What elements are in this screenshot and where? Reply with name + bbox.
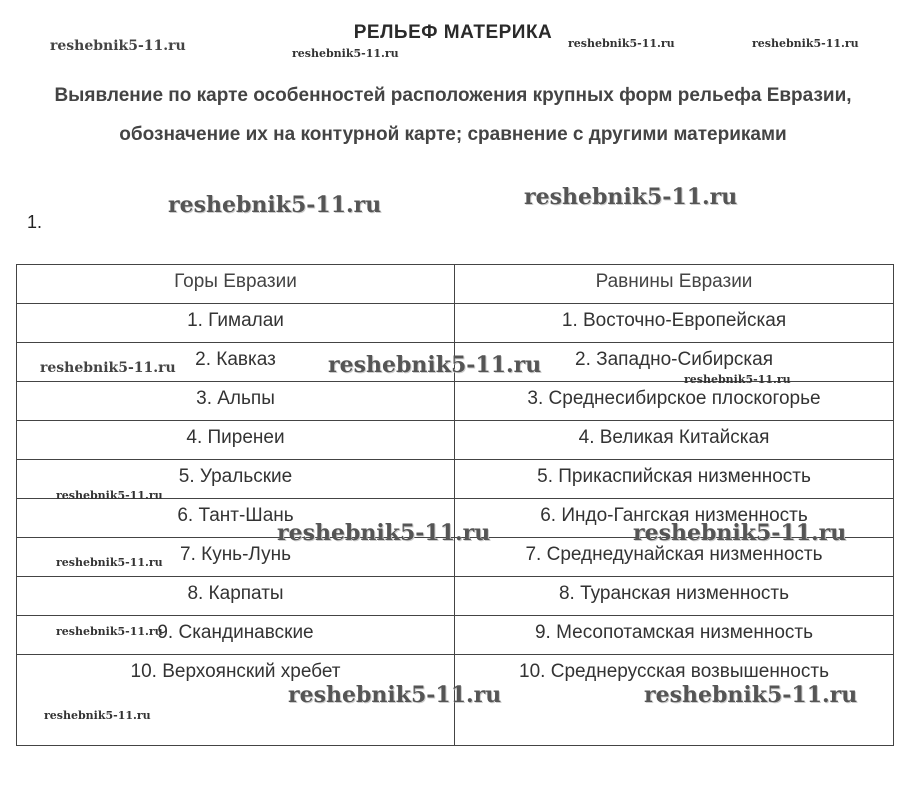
relief-table [16,264,894,746]
plain-cell: 9. Месопотамская низменность [455,616,894,655]
mountain-cell: 7. Кунь-Лунь [17,538,455,577]
task-number: 1. [27,212,43,232]
plain-cell: 1. Восточно-Европейская [455,304,894,343]
table-row [17,655,894,746]
mountain-cell: 9. Скандинавские [17,616,455,655]
mountain-cell: 4. Пиренеи [17,421,455,460]
plain-cell: 3. Среднесибирское плоскогорье [455,382,894,421]
table-row [17,616,894,655]
table-row [17,343,894,382]
mountain-cell: 6. Тант-Шань [17,499,455,538]
watermark: reshebnik5-11.ru [684,373,791,386]
column-header-plains: Равнины Евразии [455,265,894,304]
mountain-cell: 1. Гималаи [17,304,455,343]
mountain-cell: 8. Карпаты [17,577,455,616]
plain-cell: 10. Среднерусская возвышенность [455,655,894,746]
table-row [17,499,894,538]
watermark: reshebnik5-11.ru [644,682,858,708]
plain-cell: 8. Туранская низменность [455,577,894,616]
watermark: reshebnik5-11.ru [292,47,399,60]
mountain-cell: 2. Кавказ [17,343,455,382]
watermark: reshebnik5-11.ru [328,352,542,378]
watermark: reshebnik5-11.ru [288,682,502,708]
table-row [17,538,894,577]
plain-cell: 5. Прикаспийская низменность [455,460,894,499]
page-title: РЕЛЬЕФ МАТЕРИКА [353,22,553,43]
plain-cell: 4. Великая Китайская [455,421,894,460]
watermark: reshebnik5-11.ru [56,489,163,502]
table-row [17,421,894,460]
mountain-cell: 5. Уральские [17,460,455,499]
watermark: reshebnik5-11.ru [56,556,163,569]
watermark: reshebnik5-11.ru [168,192,382,218]
plain-cell: 6. Индо-Гангская низменность [455,499,894,538]
watermark: reshebnik5-11.ru [752,37,859,50]
page-subtitle: Выявление по карте особенностей расположения крупных форм рельефа Евразии, обозначение их на контурной карте; сравнение с другими материками [54,85,852,145]
table-row [17,460,894,499]
mountain-cell: 10. Верхоянский хребет [17,655,455,746]
table-header-row [17,265,894,304]
watermark: reshebnik5-11.ru [44,709,151,722]
table-row [17,382,894,421]
watermark: reshebnik5-11.ru [50,38,186,54]
watermark: reshebnik5-11.ru [40,360,176,376]
mountain-cell: 3. Альпы [17,382,455,421]
watermark: reshebnik5-11.ru [277,520,491,546]
column-header-mountains: Горы Евразии [17,265,455,304]
table-row [17,577,894,616]
watermark: reshebnik5-11.ru [568,37,675,50]
watermark: reshebnik5-11.ru [633,520,847,546]
table-row [17,304,894,343]
watermark: reshebnik5-11.ru [524,184,738,210]
plain-cell: 7. Среднедунайская низменность [455,538,894,577]
watermark: reshebnik5-11.ru [56,625,163,638]
plain-cell: 2. Западно-Сибирская [455,343,894,382]
